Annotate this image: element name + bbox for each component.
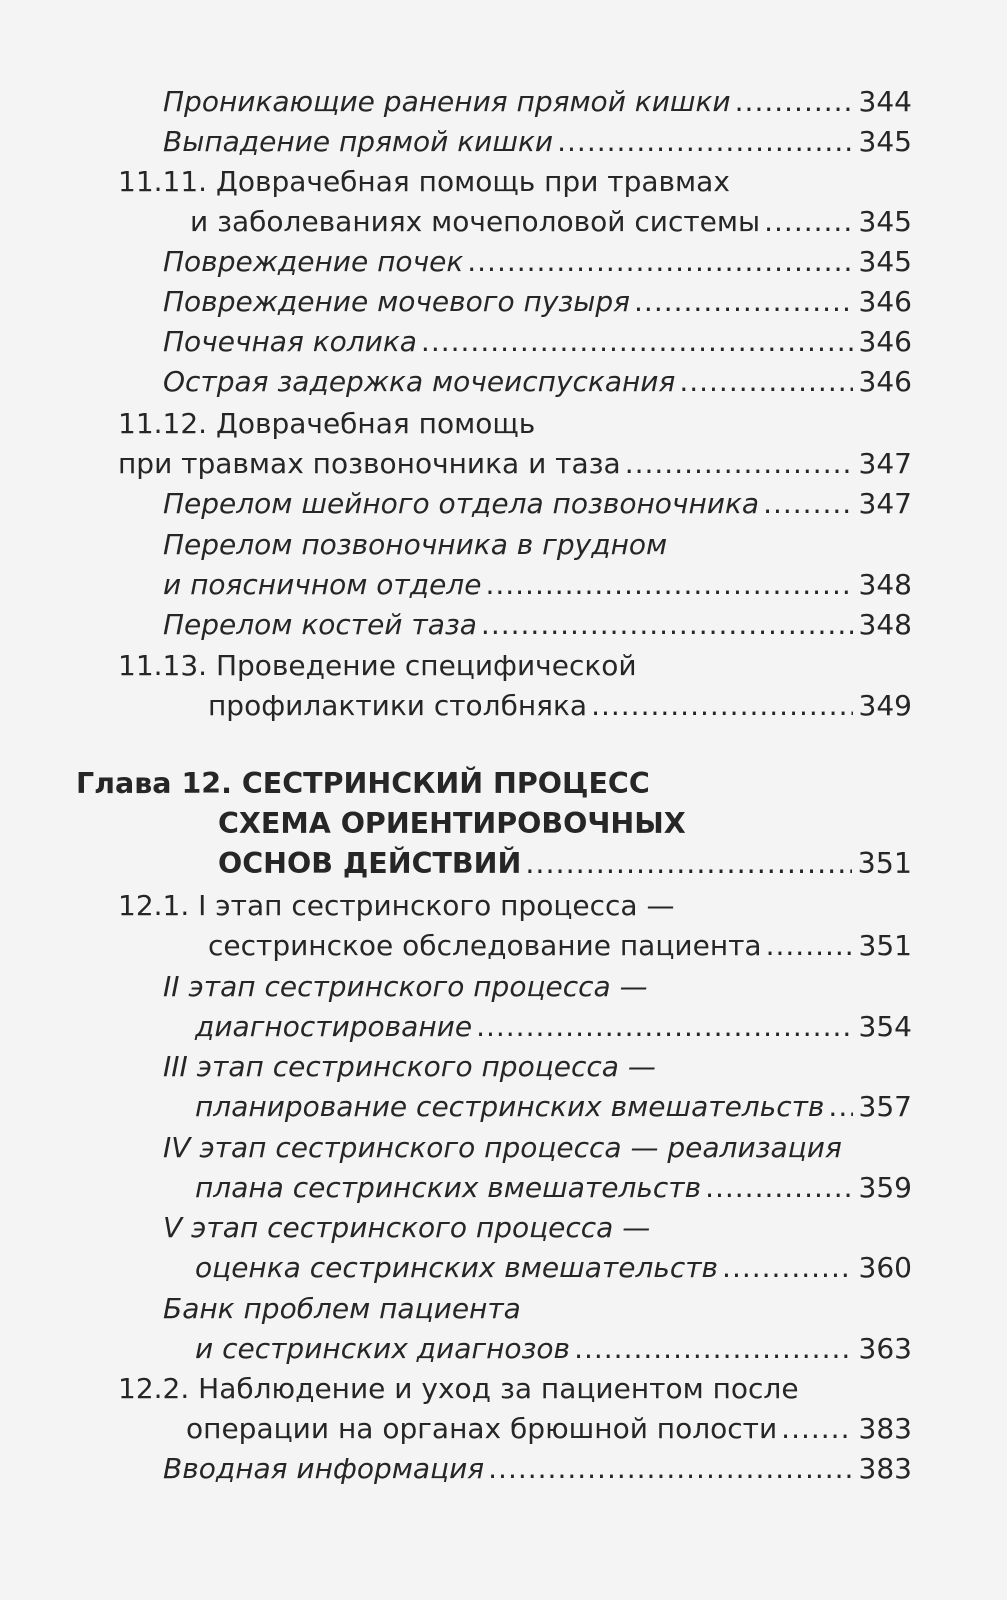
leader-dots xyxy=(625,444,853,484)
leader-dots xyxy=(722,1248,853,1288)
toc-entry: и поясничном отделе ..... 348 xyxy=(163,565,912,605)
page-number: 383 xyxy=(858,1412,912,1445)
leader-dots xyxy=(485,565,852,605)
leader-dots xyxy=(421,322,853,362)
page-number: 348 xyxy=(858,568,912,601)
page-number: 383 xyxy=(858,1452,912,1485)
leader-dots xyxy=(781,1409,852,1449)
leader-dots xyxy=(828,1087,852,1127)
toc-entry: 11.11. Доврачебная помощь при травмах xyxy=(118,165,730,198)
page-number: 346 xyxy=(858,325,912,358)
toc-entry: сестринское обследование пациента ..... 351 xyxy=(208,926,912,966)
leader-dots xyxy=(735,82,853,122)
page-number: 351 xyxy=(857,847,912,880)
toc-entry: 12.2. Наблюдение и уход за пациентом после xyxy=(118,1372,799,1405)
leader-dots xyxy=(525,844,851,884)
toc-entry: операции на органах брюшной полости ..... 383 xyxy=(186,1409,912,1449)
toc-entry: Вводная информация ..... 383 xyxy=(163,1449,912,1489)
chapter-heading: Глава 12. СЕСТРИНСКИЙ ПРОЦЕСС xyxy=(76,767,650,800)
toc-entry: оценка сестринских вмешательств ..... 360 xyxy=(195,1248,912,1288)
toc-entry: IV этап сестринского процесса — реализация xyxy=(163,1131,842,1164)
toc-entry: профилактики столбняка ..... 349 xyxy=(208,686,912,726)
leader-dots xyxy=(634,282,853,322)
page-number: 359 xyxy=(858,1171,912,1204)
page-number: 347 xyxy=(858,487,912,520)
toc-entry: II этап сестринского процесса — xyxy=(163,970,648,1003)
page-number: 345 xyxy=(858,205,912,238)
toc-entry: Банк проблем пациента xyxy=(163,1292,521,1325)
page-number: 348 xyxy=(858,608,912,641)
leader-dots xyxy=(467,242,852,282)
leader-dots xyxy=(488,1449,852,1489)
leader-dots xyxy=(766,926,853,966)
toc-entry: Перелом позвоночника в грудном xyxy=(163,528,668,561)
page-number: 351 xyxy=(858,929,912,962)
toc-entry: Проникающие ранения прямой кишки ..... 344 xyxy=(163,82,912,122)
toc-entry: Перелом костей таза ..... 348 xyxy=(163,605,912,645)
leader-dots xyxy=(591,686,852,726)
toc-entry: Выпадение прямой кишки ..... 345 xyxy=(163,122,912,162)
toc-entry: и сестринских диагнозов ..... 363 xyxy=(195,1329,912,1369)
leader-dots xyxy=(705,1168,852,1208)
toc-entry: 11.12. Доврачебная помощь xyxy=(118,407,536,440)
leader-dots xyxy=(763,484,852,524)
page-number: 360 xyxy=(858,1251,912,1284)
leader-dots xyxy=(574,1329,852,1369)
leader-dots xyxy=(764,202,852,242)
toc-entry: диагностирование ..... 354 xyxy=(195,1007,912,1047)
leader-dots xyxy=(476,1007,852,1047)
toc-entry: 11.13. Проведение специфической xyxy=(118,649,637,682)
page-number: 349 xyxy=(858,689,912,722)
chapter-heading: ОСНОВ ДЕЙСТВИЙ ..... 351 xyxy=(218,844,912,884)
page-number: 347 xyxy=(858,447,912,480)
toc-entry: Повреждение мочевого пузыря ..... 346 xyxy=(163,282,912,322)
toc-entry: Перелом шейного отдела позвоночника ..... 347 xyxy=(163,484,912,524)
page-number: 357 xyxy=(858,1090,912,1123)
toc-entry: при травмах позвоночника и таза ..... 347 xyxy=(118,444,912,484)
leader-dots xyxy=(557,122,852,162)
toc-entry: Повреждение почек ..... 345 xyxy=(163,242,912,282)
page-number: 354 xyxy=(858,1010,912,1043)
page-number: 344 xyxy=(858,85,912,118)
page-number: 346 xyxy=(858,365,912,398)
page-number: 345 xyxy=(858,245,912,278)
toc-entry: плана сестринских вмешательств ..... 359 xyxy=(195,1168,912,1208)
page-number: 346 xyxy=(858,285,912,318)
leader-dots xyxy=(481,605,853,645)
toc-entry: и заболеваниях мочеполовой системы ..... 345 xyxy=(190,202,912,242)
toc-entry: планирование сестринских вмешательств ..... 357 xyxy=(195,1087,912,1127)
toc-entry: Почечная колика ..... 346 xyxy=(163,322,912,362)
chapter-heading: СХЕМА ОРИЕНТИРОВОЧНЫХ xyxy=(218,807,686,840)
page-number: 345 xyxy=(858,125,912,158)
toc-entry: V этап сестринского процесса — xyxy=(163,1211,651,1244)
page-number: 363 xyxy=(858,1332,912,1365)
leader-dots xyxy=(679,362,852,402)
toc-entry: Острая задержка мочеиспускания ..... 346 xyxy=(163,362,912,402)
toc-entry: III этап сестринского процесса — xyxy=(163,1050,656,1083)
toc-entry: 12.1. I этап сестринского процесса — xyxy=(118,889,675,922)
